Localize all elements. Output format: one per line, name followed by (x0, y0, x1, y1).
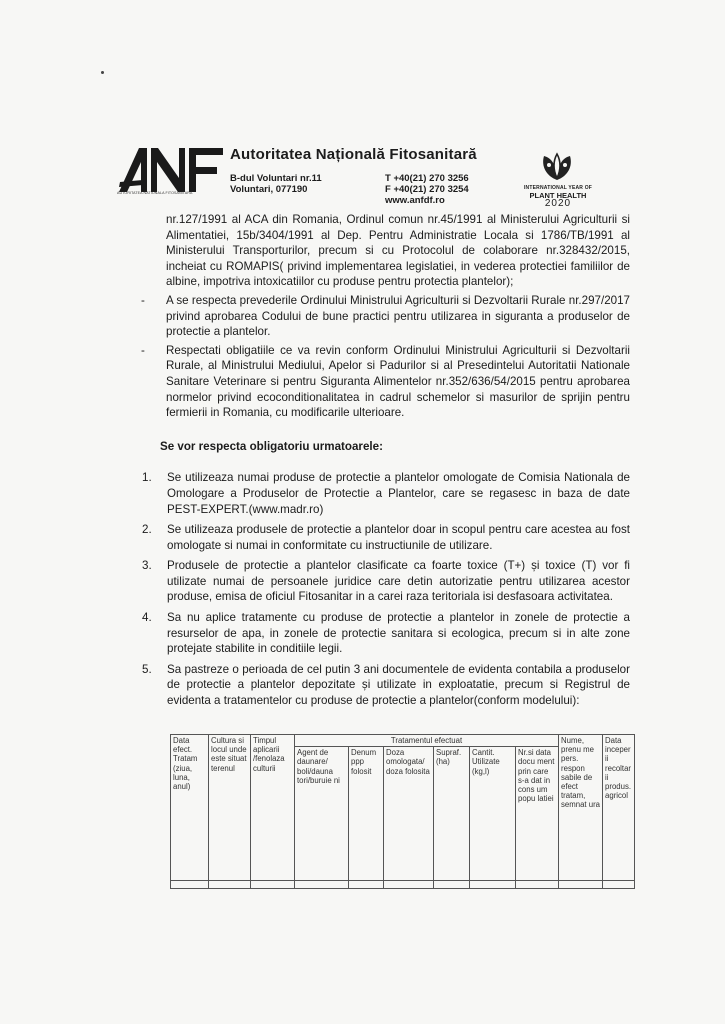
dash-item (120, 293, 630, 340)
col-date-header: Data efect. Tratam (ziua, luna, anul) (171, 735, 209, 881)
logo-caption: AUTORITATEA NATIONALA FITOSANITARA (117, 191, 193, 195)
col-crop-header: Cultura si locul unde este situat terenul (209, 735, 251, 881)
col-document-header: Nr.si data docu ment prin care s-a dat in cons um popu latiei (516, 747, 559, 881)
rule-item (120, 522, 630, 553)
rules-list (120, 470, 630, 708)
section-heading: Se vor respecta obligatoriu urmatoarele: (160, 439, 383, 453)
dash-item (120, 343, 630, 421)
rule-text: Sa pastreze o perioada de cel putin 3 ani documentele de evidenta contabila a produselor de protectie a plantelor depozitate și utilizate in exploatatie, precum si Registrul de evidenta a tratamentelor cu produse de protectie a plantelor(conform modelului): (167, 662, 630, 708)
table-row (171, 881, 635, 889)
col-responsible-header: Nume, prenu me pers. respon sabile de efect tratam, semnat ura (559, 735, 603, 881)
address-city: Voluntari, 077190 (230, 184, 308, 195)
rule-text: Produsele de protectie a plantelor clasificate ca foarte toxice (T+) și toxice (T) vor fi utilizate numai de persoanele juridice care detin autorizatie pentru utilizarea acestor produse, emisa de oficiul Fitosanitar in a carei raza teritoriala isi desfasoara activitatea. (167, 559, 630, 604)
col-harvest-date-header: Data inceperii recoltarii produs. agricol (603, 735, 635, 881)
plant-health-leaf-icon (538, 152, 576, 182)
rule-item (120, 610, 630, 657)
table-cell (384, 881, 434, 889)
rule-text: Se utilizeaza produsele de protectie a plantelor doar in scopul pentru care acestea au fost omologate si numai in conformitate cu instructiunile de utilizare. (167, 523, 630, 552)
col-application-time-header: Timpul aplicarii /fenolaza culturii (251, 735, 295, 881)
address-block (230, 173, 322, 195)
document-body (120, 212, 630, 714)
rule-text: Se utilizeaza numai produse de protectie a plantelor omologate de Comisia Nationala de Omologare a Produselor de Protectie a Plantelor, care se regasesc in baza de date PEST-EXPERT.(www.madr.ro) (167, 471, 630, 516)
plant-health-seal (515, 184, 601, 208)
rule-number: 5. (142, 662, 152, 676)
address-street: B-dul Voluntari nr.11 (230, 173, 322, 184)
table-cell (603, 881, 635, 889)
rule-text: Sa nu aplice tratamente cu produse de protectie a plantelor in zonele de protectie a resurselor de apa, in zonele de protectie sanitara si ecologica, precum si in alte zone protejate stabilite in conditiile legii. (167, 611, 630, 656)
col-product-header: Denum ppp folosit (349, 747, 384, 881)
table-cell (470, 881, 516, 889)
table-cell (209, 881, 251, 889)
rule-number: 4. (142, 611, 152, 625)
col-agent-header: Agent de daunare/ boli/dauna tori/buruie ni (295, 747, 349, 881)
contact-block (385, 173, 469, 206)
table-cell (349, 881, 384, 889)
dash-item-text: Respectati obligatiile ce va revin conform Ordinului Ministrului Agriculturii si Dezvoltarii Rurale, al Ministrului Mediului, Apelor si Padurilor si al Presedintelui Autoritatii Nationale Sanitare Veterinare si pentru Siguranta Alimentelor nr.352/636/54/2015 pentru aprobarea normelor privind ecoconditionalitatea in cadrul schemelor si masurilor de sprijin pentru fermierii in Romania, cu modificarile ulterioare. (166, 343, 630, 420)
phone-number: T +40(21) 270 3256 (385, 173, 469, 184)
table-cell (171, 881, 209, 889)
seal-line-2: PLANT HEALTH (529, 191, 587, 200)
dash-item-text: A se respecta prevederile Ordinului Ministrului Agriculturii si Dezvoltarii Rurale nr.297/2017 privind aprobarea Codului de bune practici pentru utilizarea in siguranta a produselor de protectie a plantelor. (166, 293, 630, 339)
anf-logo (117, 146, 227, 196)
seal-line-1: INTERNATIONAL YEAR OF (523, 185, 593, 191)
dash-bullet: - (141, 343, 145, 357)
rule-item (120, 662, 630, 709)
treatment-register-table (170, 734, 635, 889)
rule-item (120, 470, 630, 517)
rule-number: 1. (142, 471, 152, 485)
scan-speck (101, 71, 104, 74)
col-dose-header: Doza omologata/ doza folosita (384, 747, 434, 881)
col-area-header: Supraf. (ha) (434, 747, 470, 881)
col-quantity-header: Cantit. Utilizate (kg,l) (470, 747, 516, 881)
table-cell (559, 881, 603, 889)
website-link[interactable]: www.anfdf.ro (385, 195, 445, 206)
fax-number: F +40(21) 270 3254 (385, 184, 469, 195)
rule-number: 3. (142, 559, 152, 573)
intro-paragraph: nr.127/1991 al ACA din Romania, Ordinul comun nr.45/1991 al Ministerului Agriculturii si Alimentatiei, 15b/3404/1991 al Dep. Pentru Administratie Locala si 1786/TB/1991 al Ministerului Transporturilor, precum si cu Protocolul de colaborare nr.328432/2015, incheiat cu ROMAPIS( privind implementarea legislatiei, in vederea protectiei familiilor de albine, impotriva intoxicatiilor cu produse pentru protectia plantelor); (166, 213, 630, 289)
table-header-row (171, 735, 635, 747)
dash-bullet: - (141, 293, 145, 307)
table-cell (251, 881, 295, 889)
agency-name: Autoritatea Națională Fitosanitară (230, 146, 477, 163)
table-cell (434, 881, 470, 889)
table-cell (516, 881, 559, 889)
seal-year: 2020 (544, 198, 572, 209)
rule-number: 2. (142, 523, 152, 537)
table-cell (295, 881, 349, 889)
treatment-group-header: Tratamentul efectuat (295, 735, 559, 747)
rule-item (120, 558, 630, 605)
